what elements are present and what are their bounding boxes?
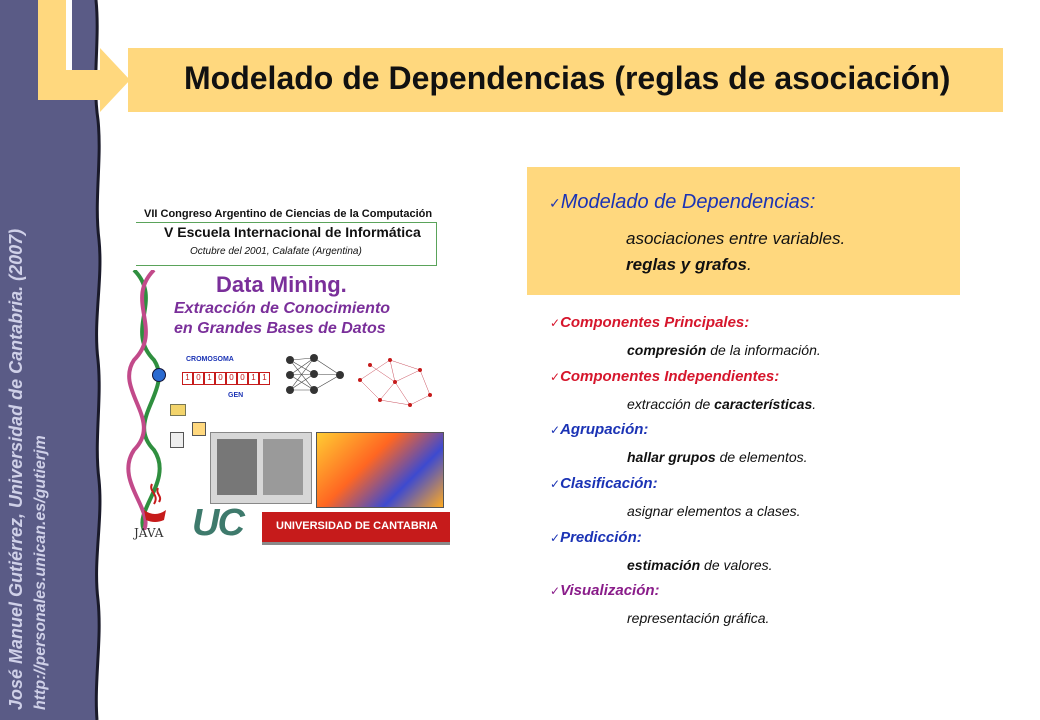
item-desc-plain: representación gráfica. — [627, 610, 770, 627]
item-description — [627, 449, 808, 465]
list-item — [550, 368, 1020, 422]
university-name: UNIVERSIDAD DE CANTABRIA — [276, 520, 438, 532]
item-heading — [550, 529, 642, 546]
check-icon: ✓ — [550, 584, 561, 599]
check-icon: ✓ — [550, 423, 561, 438]
item-description — [627, 557, 773, 573]
item-heading-text: Visualización: — [560, 582, 660, 600]
title-arrow-icon — [100, 48, 130, 112]
bit: 1 — [204, 372, 215, 385]
check-icon: ✓ — [550, 477, 561, 492]
box-line-rules-text: reglas y grafos — [626, 255, 747, 274]
box-heading-text: Modelado de Dependencias: — [560, 191, 816, 213]
item-description — [627, 342, 821, 358]
cover-subtitle-2: en Grandes Bases de Datos — [174, 320, 386, 337]
item-heading — [550, 314, 749, 331]
neural-network-icon — [284, 352, 348, 398]
bit: 0 — [237, 372, 248, 385]
item-heading — [550, 475, 658, 492]
box-heading — [549, 191, 815, 214]
author-url: http://personales.unican.es/gutierjm — [32, 435, 49, 710]
corner-decoration-horizontal — [38, 70, 102, 100]
heatmap-grid-image — [316, 432, 444, 508]
item-heading-text: Agrupación: — [560, 421, 649, 439]
cover-school: V Escuela Internacional de Informática — [164, 224, 421, 240]
folder-icon — [170, 404, 186, 416]
author-credit: José Manuel Gutiérrez, Universidad de Cantabria. (2007) — [6, 228, 26, 710]
cover-title: Data Mining. — [216, 272, 347, 297]
bit: 1 — [182, 372, 193, 385]
list-item — [550, 314, 1020, 368]
item-desc-bold: hallar grupos — [627, 449, 716, 466]
item-heading — [550, 421, 648, 438]
item-heading-text: Clasificación: — [560, 475, 658, 493]
bit: 0 — [215, 372, 226, 385]
item-description — [627, 610, 769, 626]
item-heading — [550, 368, 779, 385]
java-logo-icon — [138, 480, 172, 526]
cover-subtitle-1: Extracción de Conocimiento — [174, 300, 391, 317]
check-icon: ✓ — [550, 530, 561, 545]
gen-label: GEN — [228, 392, 244, 399]
item-description — [627, 396, 816, 412]
list-item — [550, 529, 1020, 583]
item-heading-text: Componentes Principales: — [560, 314, 750, 331]
graph-network-icon — [350, 350, 440, 412]
box-line-rules: reglas y grafos. — [626, 255, 752, 274]
bit: 0 — [226, 372, 237, 385]
item-heading — [550, 582, 660, 599]
java-label: JAVA — [134, 526, 164, 540]
uc-logo: UC — [192, 502, 243, 544]
item-desc-bold: características — [714, 395, 813, 412]
file-icon — [192, 422, 206, 436]
check-icon: ✓ — [550, 316, 561, 330]
item-desc-plain: asignar elementos a clases. — [627, 503, 801, 520]
check-icon: ✓ — [550, 369, 561, 384]
item-desc-bold: estimación — [627, 556, 701, 573]
university-band — [262, 512, 450, 545]
document-icon — [170, 432, 184, 448]
item-desc-bold: compresión — [627, 342, 707, 358]
item-heading-text: Predicción: — [560, 528, 642, 546]
box-line-associations: asociaciones entre variables. — [626, 229, 846, 248]
item-desc-rest: de la información. — [706, 342, 821, 358]
cover-congress: VII Congreso Argentino de Ciencias de la Computación — [144, 208, 433, 220]
list-item — [550, 475, 1020, 529]
bit: 0 — [193, 372, 204, 385]
check-icon: ✓ — [549, 196, 561, 212]
cromosoma-label: CROMOSOMA — [186, 356, 234, 363]
item-heading-text: Componentes Independientes: — [560, 367, 780, 385]
software-window-screenshot — [210, 432, 312, 504]
item-desc-plain: extracción de — [627, 395, 715, 412]
item-description — [627, 503, 801, 519]
slide-title: Modelado de Dependencias (reglas de asociación) — [184, 60, 951, 96]
cover-date-place: Octubre del 2001, Calafate (Argentina) — [190, 246, 362, 257]
bit: 1 — [259, 372, 270, 385]
item-desc-rest: . — [812, 395, 817, 412]
bit: 1 — [248, 372, 259, 385]
list-item — [550, 421, 1020, 475]
technique-list — [550, 314, 1020, 636]
item-desc-rest: de elementos. — [715, 449, 808, 466]
dependencies-highlight-box — [527, 167, 960, 295]
globe-icon — [152, 368, 166, 382]
list-item — [550, 582, 1020, 636]
book-cover-image — [124, 200, 454, 545]
chromosome-bits — [182, 372, 270, 385]
item-desc-rest: de valores. — [700, 556, 773, 573]
title-bar — [128, 48, 1003, 112]
